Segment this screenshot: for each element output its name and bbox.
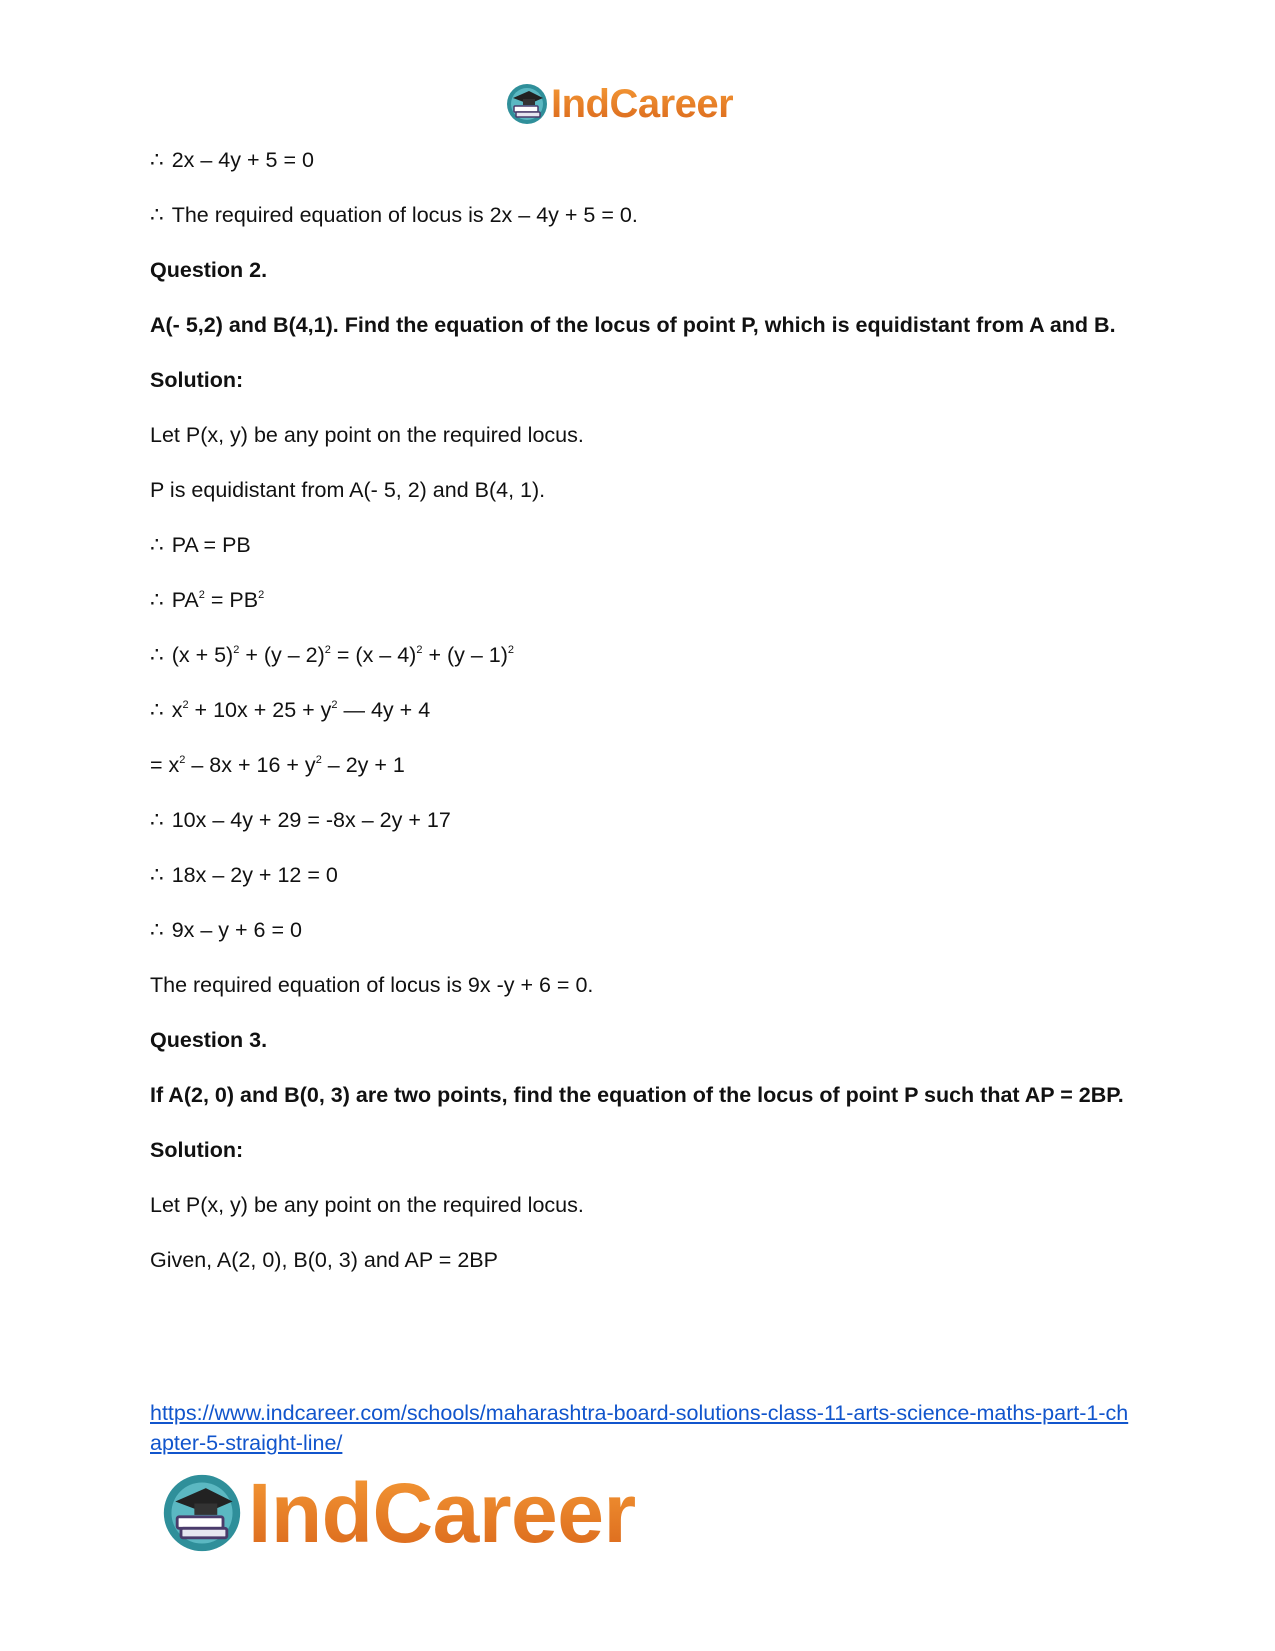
brand-name: IndCareer xyxy=(248,1465,636,1560)
question-heading: Question 2. xyxy=(150,258,268,282)
therefore-symbol: ∴ xyxy=(150,863,164,887)
question-heading: Question 3. xyxy=(150,1028,268,1052)
equation-line: ∴ PA = PB xyxy=(150,533,251,557)
therefore-symbol: ∴ xyxy=(150,698,164,722)
brand-name: IndCareer xyxy=(551,81,734,126)
document-body xyxy=(150,146,1130,1301)
conclusion-line: The required equation of locus is 9x -y + 6 = 0. xyxy=(150,973,594,997)
graduation-book-icon xyxy=(505,82,549,126)
solution-heading: Solution: xyxy=(150,368,244,392)
therefore-symbol: ∴ xyxy=(150,808,164,832)
conclusion-line: ∴ The required equation of locus is 2x – 4y + 5 = 0. xyxy=(150,203,638,227)
question-text: A(- 5,2) and B(4,1). Find the equation of the locus of point P, which is equidistant from A and B. xyxy=(150,313,1116,337)
equation-line: ∴ 9x – y + 6 = 0 xyxy=(150,918,302,942)
therefore-symbol: ∴ xyxy=(150,148,164,172)
solution-text: Given, A(2, 0), B(0, 3) and AP = 2BP xyxy=(150,1248,498,1272)
therefore-symbol: ∴ xyxy=(150,203,164,227)
header-logo xyxy=(505,82,733,126)
graduation-book-icon xyxy=(160,1471,244,1555)
solution-heading: Solution: xyxy=(150,1138,244,1162)
question-text: If A(2, 0) and B(0, 3) are two points, find the equation of the locus of point P such that AP = 2BP. xyxy=(150,1083,1124,1107)
source-link[interactable]: https://www.indcareer.com/schools/maharashtra-board-solutions-class-11-arts-science-maths-part-1-chapter-5-straight-line/ xyxy=(150,1401,1129,1455)
equation-line: ∴ 10x – 4y + 29 = -8x – 2y + 17 xyxy=(150,808,451,832)
therefore-symbol: ∴ xyxy=(150,918,164,942)
equation-line: ∴ 2x – 4y + 5 = 0 xyxy=(150,148,314,172)
solution-text: Let P(x, y) be any point on the required locus. xyxy=(150,1193,584,1217)
solution-text: Let P(x, y) be any point on the required locus. xyxy=(150,423,584,447)
equation-line: ∴ $x^2 + 10x + 25 + y^2$ — 4y + 4 xyxy=(150,698,431,722)
therefore-symbol: ∴ xyxy=(150,643,164,667)
footer-logo xyxy=(160,1465,636,1560)
equation-line: ∴ 18x – 2y + 12 = 0 xyxy=(150,863,338,887)
therefore-symbol: ∴ xyxy=(150,588,164,612)
equation-line: = $x^2 - 8x + 16 + y^2 - 2y + 1$ xyxy=(150,753,405,777)
equation-line: ∴ $(x + 5)^2 + (y - 2)^2 = (x - 4)^2 + (y - 1)^2$ xyxy=(150,643,515,667)
solution-text: P is equidistant from A(- 5, 2) and B(4, 1). xyxy=(150,478,546,502)
therefore-symbol: ∴ xyxy=(150,533,164,557)
equation-line: ∴ $PA^2 = PB^2$ xyxy=(150,588,265,612)
